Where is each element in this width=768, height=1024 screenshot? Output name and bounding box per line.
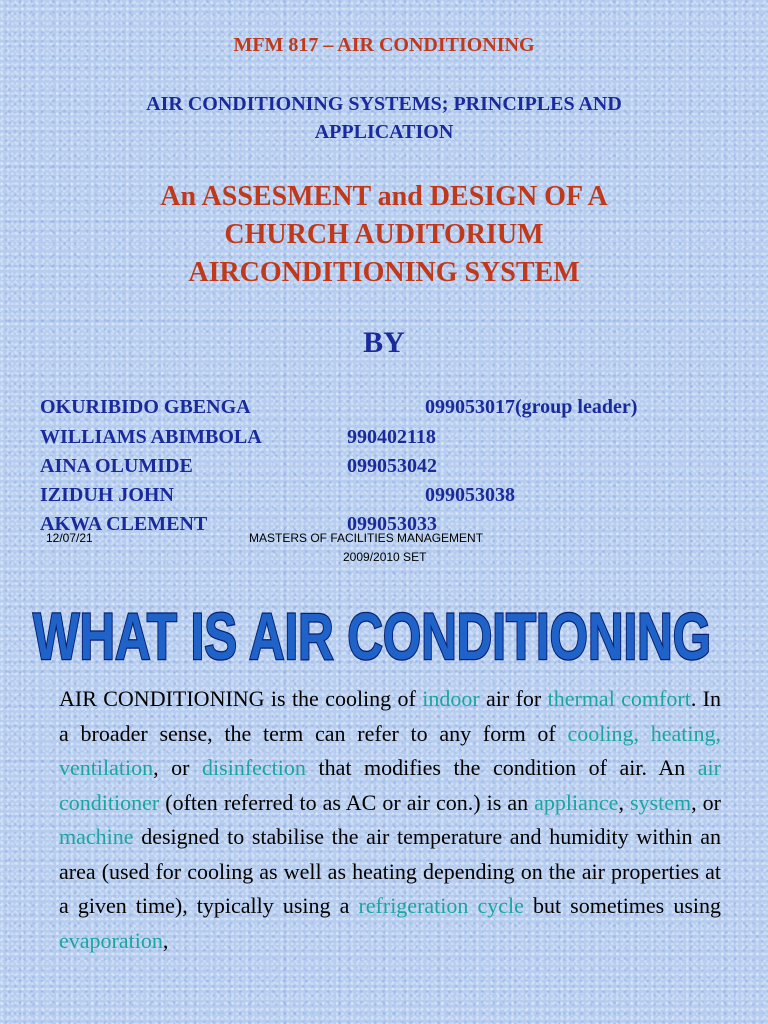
member-name: AKWA CLEMENT xyxy=(40,513,208,535)
footer-program: MASTERS OF FACILITIES MANAGEMENT xyxy=(249,531,484,545)
member-id: 099053038 xyxy=(425,484,515,506)
para-text: air for xyxy=(479,686,548,711)
keyword-refrigeration-cycle[interactable]: refrigeration cycle xyxy=(358,893,524,918)
keyword-cooling-heating-ventilation[interactable]: cooling, heating, ventilation xyxy=(59,720,722,780)
wordart-heading-text: WHAT IS AIR CONDITIONING xyxy=(33,599,711,673)
member-name: AINA OLUMIDE xyxy=(40,455,193,477)
definition-slide xyxy=(0,575,768,1024)
member-name: IZIDUH JOHN xyxy=(40,484,174,506)
project-title-line-3: AIRCONDITIONING SYSTEM xyxy=(188,257,580,288)
definition-paragraph xyxy=(59,682,721,958)
para-text: , or xyxy=(153,755,203,780)
footer-set: 2009/2010 SET xyxy=(343,550,427,564)
para-text: that modifies the condition of air. An xyxy=(305,755,698,780)
member-name: OKURIBIDO GBENGA xyxy=(40,396,251,418)
wordart-heading-graphic xyxy=(0,593,768,673)
member-name: WILLIAMS ABIMBOLA xyxy=(40,426,262,448)
para-text: designed to stabilise the air temperature and humidity within an area (used for cooling as well as heating depending on the air properties at a given time), typically using a xyxy=(59,824,721,918)
member-id: 990402118 xyxy=(347,426,436,448)
keyword-indoor[interactable]: indoor xyxy=(422,686,480,711)
project-title-line-1: An ASSESMENT and DESIGN OF A xyxy=(160,181,608,212)
para-text: AIR CONDITIONING is the cooling of xyxy=(59,686,423,711)
para-text: but sometimes using xyxy=(523,893,721,918)
keyword-air-conditioner[interactable]: air conditioner xyxy=(59,755,721,815)
para-text: , or xyxy=(691,789,721,815)
keyword-evaporation[interactable]: evaporation xyxy=(59,927,163,953)
project-title xyxy=(0,178,768,292)
by-label: BY xyxy=(363,326,405,359)
course-code: MFM 817 – AIR CONDITIONING xyxy=(233,34,535,56)
project-title-line-2: CHURCH AUDITORIUM xyxy=(224,219,544,250)
keyword-disinfection[interactable]: disinfection xyxy=(202,755,306,780)
para-text: , xyxy=(162,927,169,953)
subtitle-line-2: APPLICATION xyxy=(314,121,454,143)
subtitle-line-1: AIR CONDITIONING SYSTEMS; PRINCIPLES AND xyxy=(146,93,622,115)
para-text: (often referred to as AC or air con.) is an xyxy=(159,789,535,815)
footer-date: 12/07/21 xyxy=(46,531,93,545)
member-id: 099053042 xyxy=(347,455,437,477)
keyword-thermal-comfort[interactable]: thermal comfort xyxy=(547,686,691,711)
wordart-heading xyxy=(0,593,768,673)
member-id: 099053017(group leader) xyxy=(425,396,638,418)
subtitle xyxy=(0,90,768,146)
para-text: . In a broader sense, the term can refer to any form of xyxy=(59,686,721,746)
para-text: , xyxy=(618,789,630,815)
keyword-machine[interactable]: machine xyxy=(59,824,134,849)
member-id: 099053033 xyxy=(347,513,437,535)
keyword-system[interactable]: system xyxy=(630,789,692,815)
keyword-appliance[interactable]: appliance xyxy=(534,789,619,815)
